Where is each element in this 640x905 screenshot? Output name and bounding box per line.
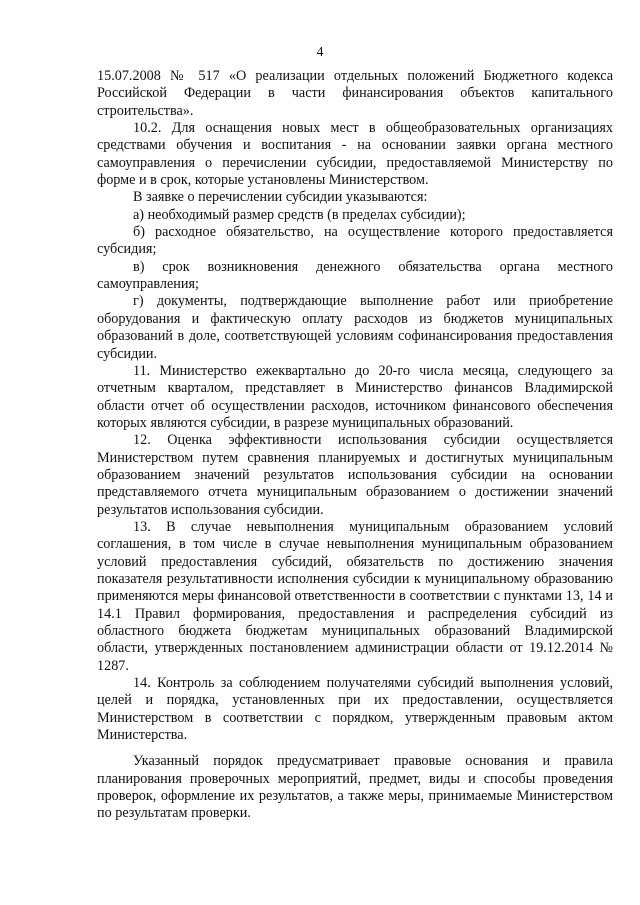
list-item-a: а) необходимый размер средств (в пределах субсидии); (133, 206, 466, 223)
paragraph-application-intro: В заявке о перечислении субсидии указываются: (133, 189, 428, 206)
paragraph-12: 12. Оценка эффективности использования субсидии осуществляется Министерством путем сравнения планируемых и достигнутых муниципальным образованием значений результатов использования субсидии на основании представляемого отчета муниципальным образованием о достижении значений результатов использования субсидии. (97, 432, 613, 518)
paragraph-14: 14. Контроль за соблюдением получателями субсидий выполнения условий, целей и порядка, установленных при их предоставлении, осуществляется Министерством в соответствии с порядком, утвержденным правовым актом Министерства. (97, 675, 613, 744)
list-item-g: г) документы, подтверждающие выполнение работ или приобретение оборудования и фактическую оплату расходов из бюджетов муниципальных образований в доле, соответствующей условиям софинансирования предоставления субсидии. (97, 293, 613, 362)
list-item-v: в) срок возникновения денежного обязательства органа местного самоуправления; (97, 258, 613, 293)
document-body (97, 68, 613, 823)
list-item-b: б) расходное обязательство, на осуществление которого предоставляется субсидия; (97, 224, 613, 258)
paragraph-11: 11. Министерство ежеквартально до 20-го числа месяца, следующего за отчетным кварталом, представляет в Министерство финансов Владимирской области отчет об осуществлении расходов, источником финансового обеспечения которых являются субсидии, в разрезе муниципальных образований. (97, 362, 613, 431)
paragraph-10-2: 10.2. Для оснащения новых мест в общеобразовательных организациях средствами обучения и воспитания - на основании заявки органа местного самоуправления о перечислении субсидии, предоставляемой Министерству по форме и в срок, которые установлены Министерством. (97, 120, 613, 189)
page-number: 4 (316, 45, 324, 60)
paragraph-continuation: 15.07.2008 № 517 «О реализации отдельных положений Бюджетного кодекса Российской Федерации в части финансирования объектов капитального строительства». (97, 68, 613, 119)
paragraph-procedure: Указанный порядок предусматривает правовые основания и правила планирования проверочных мероприятий, предмет, виды и способы проведения проверок, оформление их результатов, а также меры, принимаемые Министерством по результатам проверки. (97, 753, 613, 822)
paragraph-13: 13. В случае невыполнения муниципальным образованием условий соглашения, в том числе в случае невыполнения муниципальным образованием условий предоставления субсидий, обязательств по достижению значения показателя результативности исполнения субсидии к муниципальному образованию применяются меры финансовой ответственности в соответствии с пунктами 13, 14 и 14.1 Правил формирования, предоставления и распределения субсидий из областного бюджета бюджетам муниципальных образований Владимирской области, утвержденных постановлением администрации области от 19.12.2014 № 1287. (97, 518, 613, 674)
